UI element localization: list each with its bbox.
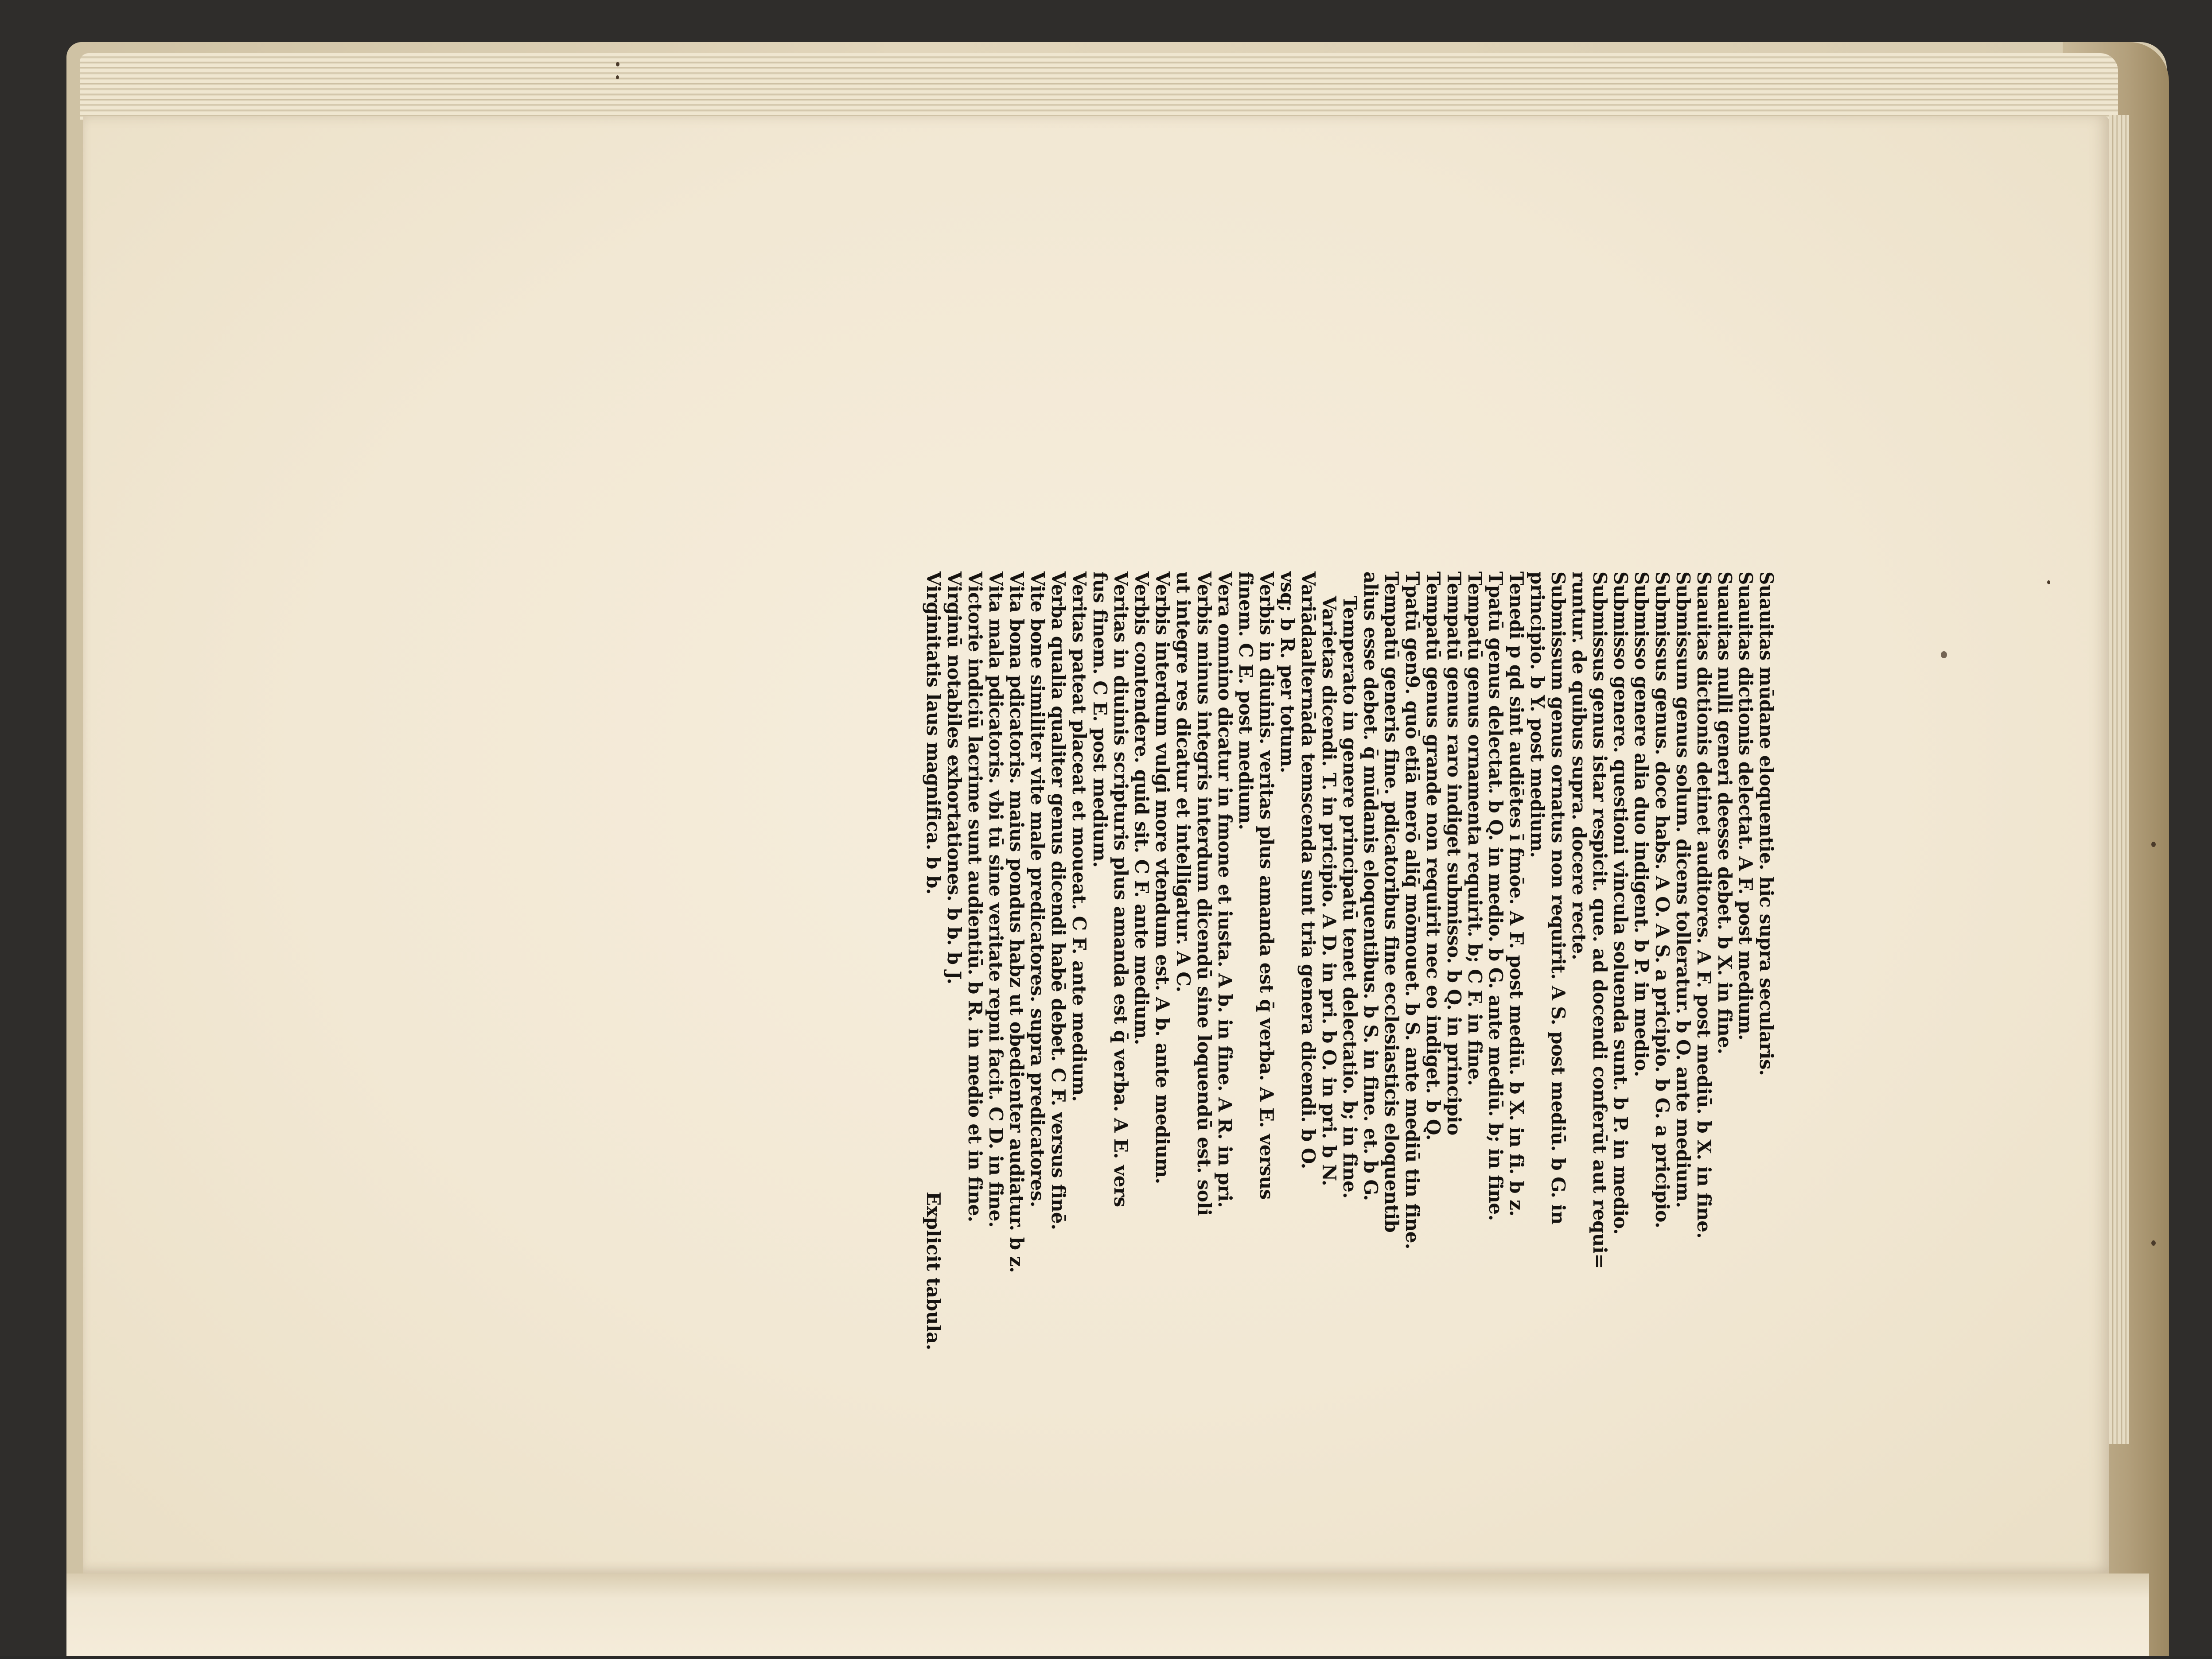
index-line: Virginitatis laus magnifica. b b.	[923, 571, 944, 894]
index-line: Verba qualia qualiter genus dicendi habē debet. C F. versus finē.	[1048, 571, 1069, 1230]
index-text-area	[501, 571, 1777, 1502]
index-line: principio. b Y. post medium.	[1527, 571, 1548, 858]
index-line: Veritas in diuinis scripturis plus amanda est q̄ verba. A E. vers	[1110, 571, 1132, 1207]
index-line: Tpatū gen9. quō etiā merō aliq̄ mōmouet. b S. ante mediū tin fine.	[1402, 571, 1423, 1249]
wormhole-mark	[616, 62, 619, 66]
index-line: Temperato in genere principatū tenet delectatio. b; in fine.	[1339, 596, 1361, 1199]
index-line: Virginū notabiles exhortationes. b b. b J.	[943, 571, 965, 984]
explicit-tabula: Explicit tabula.	[923, 1192, 944, 1351]
index-line: Vita bona pdicatoris. maius pondus habz ut obedienter audiatur. b z.	[1006, 571, 1028, 1273]
index-line: Tempatū generis fine. pdicatoribus fine ecclesiasticis eloquentib	[1381, 571, 1402, 1233]
index-line: Suauitas nulli generi deesse debet. b X. in fine.	[1714, 571, 1736, 1054]
index-line: runtur. de quibus supra. docere recte.	[1568, 571, 1590, 960]
index-line: Tenedi p qd sint audiētes ī fmōe. A F. post mediū. b X. in fi. b z.	[1506, 571, 1527, 1216]
wormhole-mark	[616, 75, 619, 79]
index-line: Tempatū genus ornamenta requirit. b; C F. in fine.	[1464, 571, 1486, 1086]
wormhole-mark	[1941, 651, 1947, 658]
index-line: Submisso genere alia duo indigent. b P. in medio.	[1631, 571, 1652, 1077]
index-line: Vite bone similiter vite male predicatores. supra predicatores.	[1027, 571, 1048, 1207]
wormhole-mark	[2151, 842, 2156, 847]
index-line: Victorie indiciū lacrime sunt audientiū. b R. in medio et in fine.	[964, 571, 986, 1222]
index-line: Submissus genus. doce habs. A O. A S. a pricipio. b G. a pricipio.	[1651, 571, 1673, 1228]
wormhole-mark	[2151, 1240, 2156, 1246]
index-line: Vita mala pdicatoris. vbi tū sine veritate repni facit. C D. in fine.	[985, 571, 1007, 1228]
index-line: Varietas dicendi. T. in pricipio. A D. in pri. b O. in pri. b N.	[1318, 596, 1340, 1186]
index-line: Suauitas dictionis detinet auditores. A F. post mediū. b X. in fine.	[1693, 571, 1715, 1239]
index-line: Variādaalternāda temscenda sunt tria genera dicendi. b O.	[1297, 571, 1319, 1169]
index-line: Tempatū genus raro indiget submisso. b Q. in principio	[1443, 571, 1465, 1135]
index-line: Tpatū genus delectat. b Q. in medio. b G. ante mediū. b; in fine.	[1485, 571, 1507, 1221]
index-line: fus finem. C E. post medium.	[1089, 571, 1111, 868]
index-line: Veritas pateat placeat et moueat. C F. ante medium.	[1068, 571, 1090, 1102]
page-block-right-edge	[2109, 115, 2129, 1444]
index-line: Submissum genus ornatus non requirit. A S. post mediū. b G. in	[1547, 571, 1569, 1224]
index-line: Verbis minus integris interdum dicendū sine loquendū est. soli	[1193, 571, 1215, 1216]
index-line: Suauitas mūdane eloquentie. hic supra secularis.	[1756, 571, 1777, 1076]
index-line: Verbis in diuinis. veritas plus amanda est q̄ verba. A E. versus	[1256, 571, 1277, 1200]
index-text-block	[503, 571, 1777, 1635]
index-line: Verbis contendere. quid sit. C F. ante medium.	[1131, 571, 1153, 1045]
index-line: Submissus genus istar respicit. que. ad docendi conferūt aut requi=	[1589, 571, 1611, 1269]
index-line: Submisso genere. questioni vincula soluenda sunt. b P. in medio.	[1610, 571, 1632, 1235]
index-line: finem. C E. post medium.	[1235, 571, 1257, 830]
index-line: Vera omnino dicatur in fmone et iusta. A b. in fine. A R. in pri.	[1214, 571, 1236, 1208]
index-line: Tempatū genus grande non requirit nec eo indiget. b Q.	[1422, 571, 1444, 1141]
index-line: Verbis interdum vulgi more vtendum est. A b. ante medium.	[1152, 571, 1173, 1184]
wormhole-mark	[2047, 580, 2050, 584]
index-line: vsq; b R. per totum.	[1277, 571, 1298, 773]
index-line: ut integre res dicatur et intelligatur. A C.	[1172, 571, 1194, 992]
page-block-top-edge	[80, 53, 2118, 120]
index-line: alius esse debet. q̄ mūdanis eloquentibus. b S. in fine. et. b G.	[1360, 571, 1382, 1201]
index-line: Suauitas dictionis delectat. A F. post medium.	[1735, 571, 1756, 1041]
index-line: Submissum genus solum. dicens tolleratur. b O. ante medium.	[1672, 571, 1694, 1208]
